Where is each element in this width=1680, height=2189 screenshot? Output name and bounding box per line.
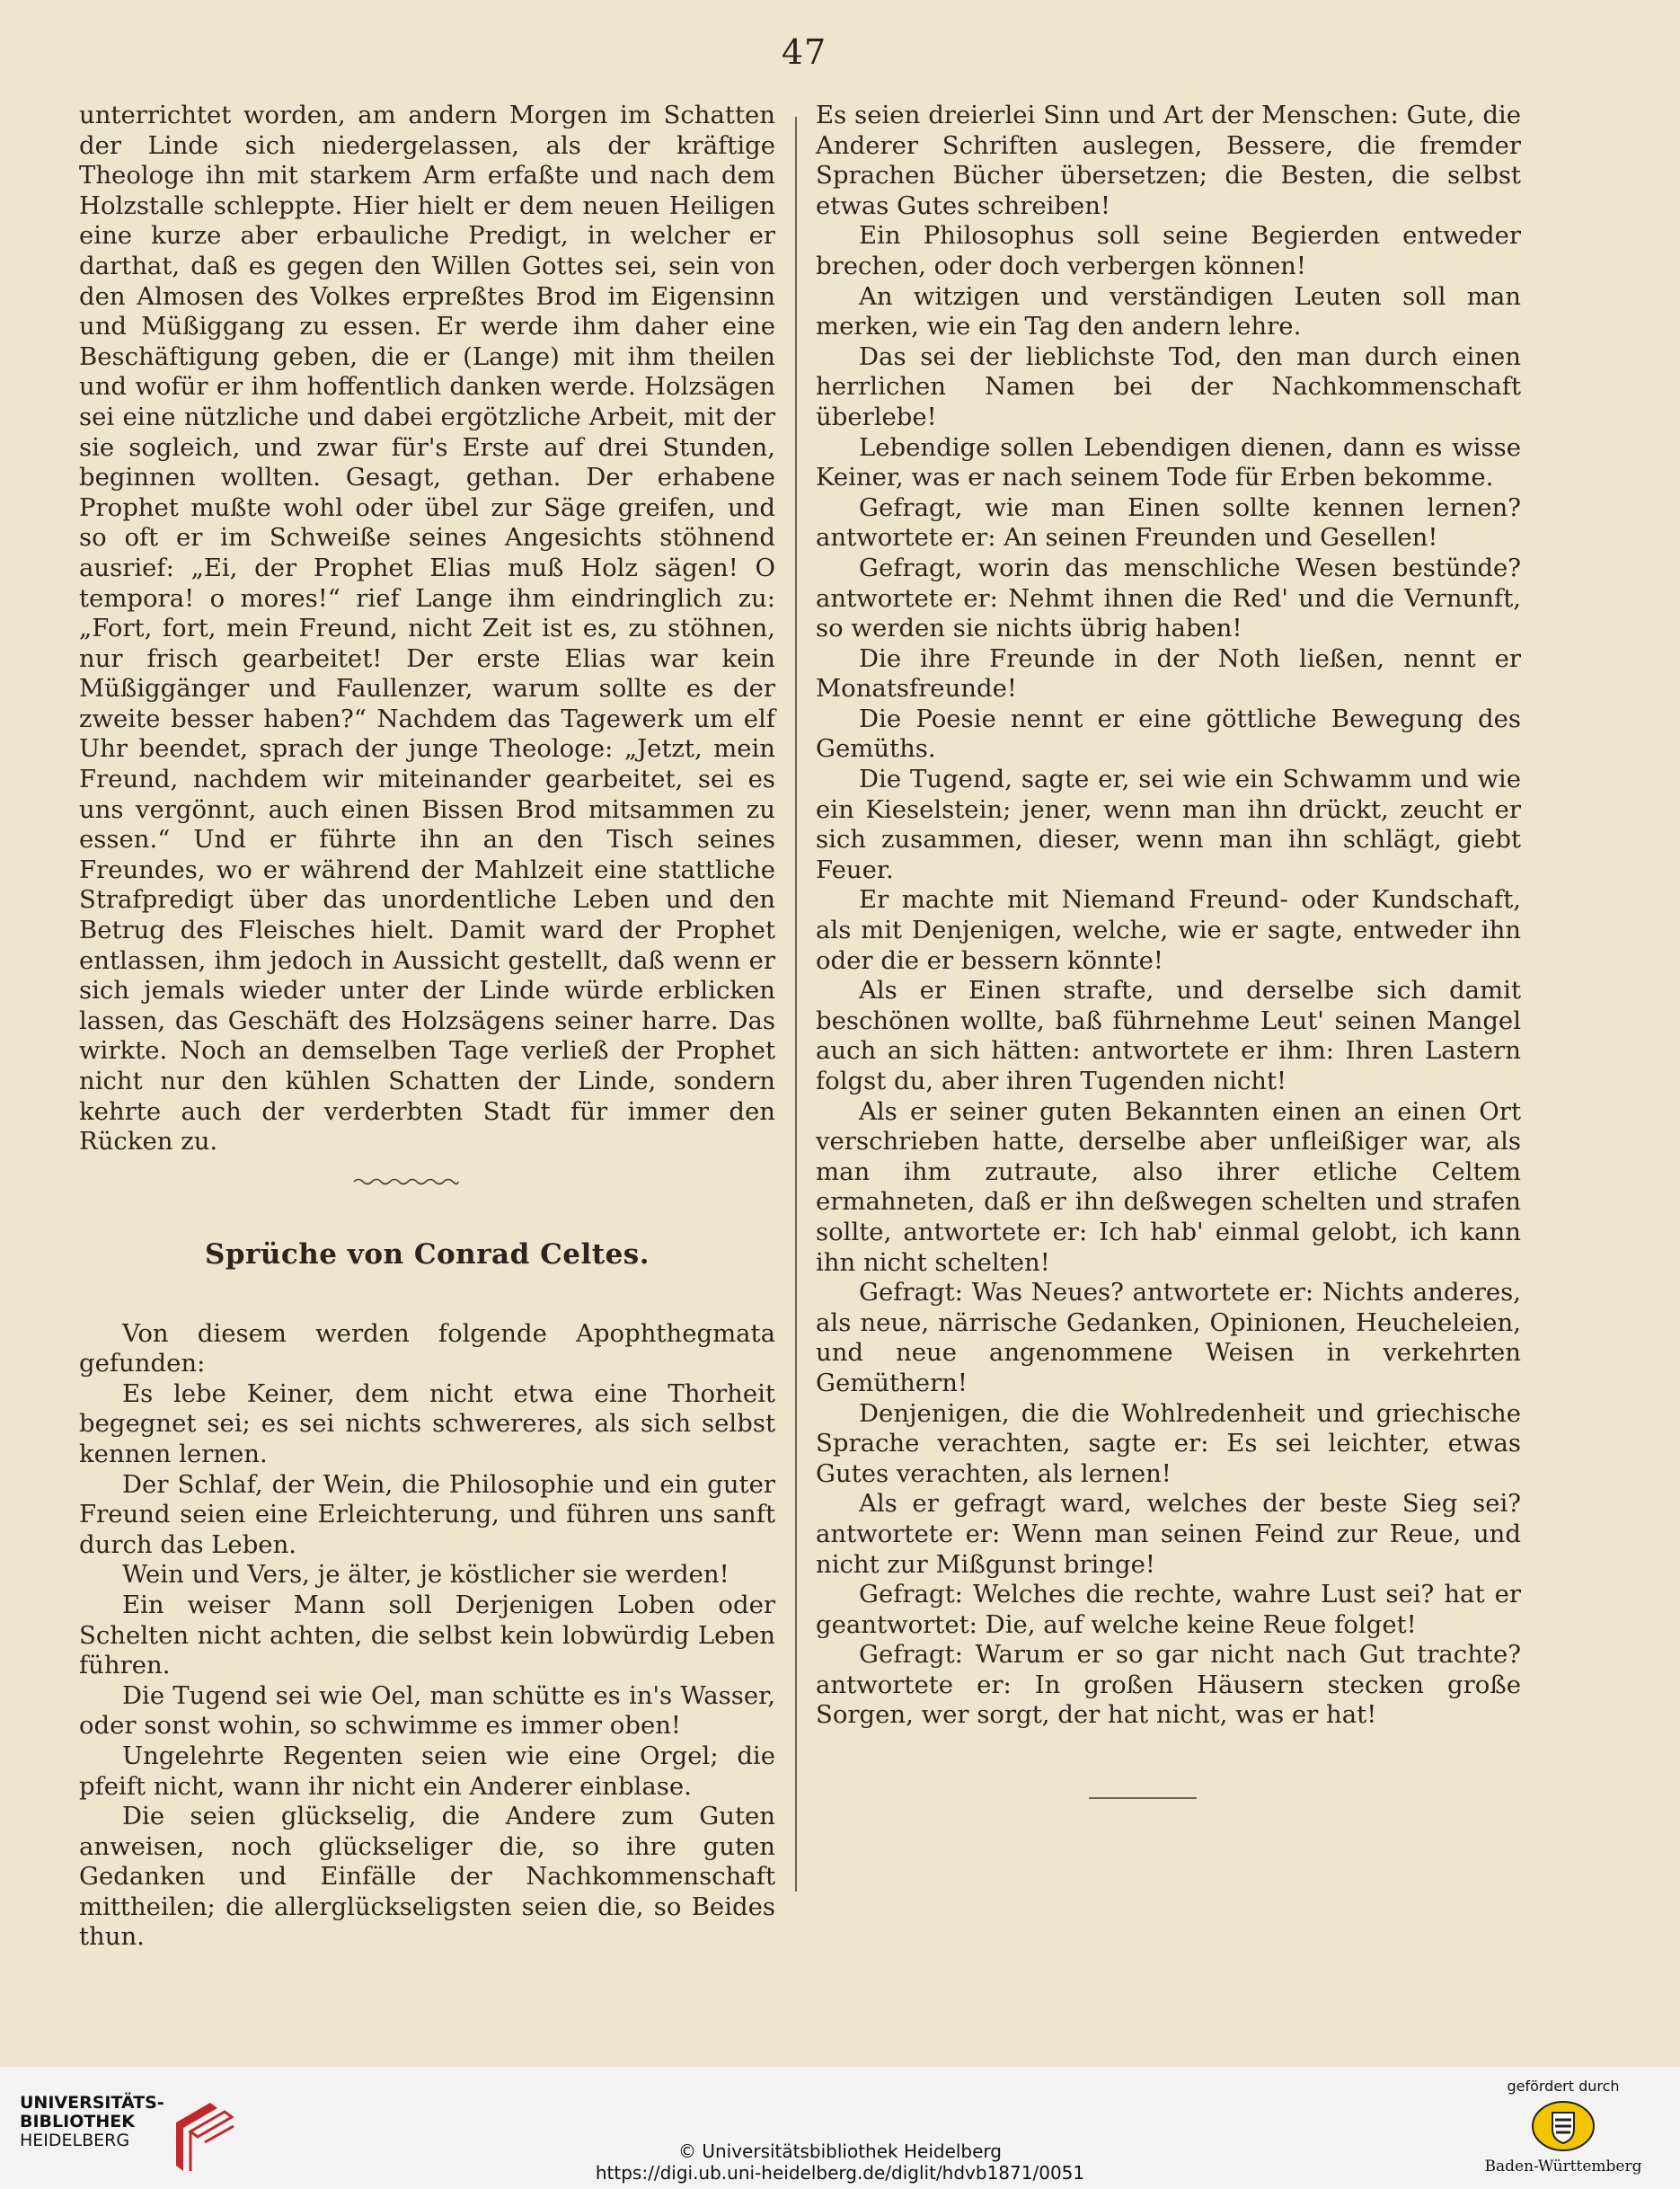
right-paragraph: Ein Philosophus soll seine Begierden entweder brechen, oder doch verbergen können! (816, 221, 1521, 280)
right-paragraph: Die ihre Freunde in der Noth ließen, nennt er Monatsfreunde! (816, 643, 1521, 704)
library-name-line3: HEIDELBERG (20, 2131, 130, 2150)
right-paragraph: Die Tugend, sagte er, sei wie ein Schwamm und wie ein Kieselstein; jener, wenn man ihn drückt, zeucht er sich zusammen, dieser, wenn man ihn schlägt, giebt Feuer. (816, 765, 1521, 884)
copyright-block (0, 2140, 1680, 2184)
right-paragraph: Die Poesie nennt er eine göttliche Bewegung des Gemüths. (816, 704, 1521, 764)
column-divider (795, 117, 797, 1892)
right-paragraph: Als er seiner guten Bekannten einen an einen Ort verschrieben hatte, derselbe aber unfleißiger war, als man ihm zutraute, also ihrer etliche Celtem ermahneten, daß er ihn deßwegen schelten und strafen sollte, antwortete er: Ich hab' einmal gelobt, ich kann ihn nicht schelten! (816, 1096, 1521, 1277)
right-column (816, 101, 1521, 1731)
right-paragraph: Gefragt: Was Neues? antwortete er: Nichts anderes, als neue, närrische Gedanken, Opinionen, Heucheleien, und neue angenommene Weisen in verkehrten Gemüthern! (816, 1278, 1521, 1397)
right-paragraph: Als er gefragt ward, welches der beste Sieg sei? antwortete er: Wenn man seinen Feind zur Reue, und nicht zur Mißgunst bringe! (816, 1489, 1521, 1579)
copyright-text: © Universitätsbibliothek Heidelberg (677, 2140, 1002, 2162)
right-paragraph: Denjenigen, die die Wohlredenheit und griechische Sprache verachten, sagte er: Es sei leichter, etwas Gutes verachten, als lernen! (816, 1398, 1521, 1488)
right-paragraph: Das sei der lieblichste Tod, den man durch einen herrlichen Namen bei der Nachkommenschaft überlebe! (816, 341, 1521, 431)
section-paragraph: Ein weiser Mann soll Derjenigen Loben oder Schelten nicht achten, die selbst kein lobwürdig Leben führen. (79, 1590, 775, 1680)
right-paragraph: Es seien dreierlei Sinn und Art der Menschen: Gute, die Anderer Schriften auslegen, Bessere, die fremder Sprachen Bücher übersetzen; die Besten, die selbst etwas Gutes schreiben! (816, 101, 1521, 220)
right-paragraph: Gefragt: Welches die rechte, wahre Lust sei? hat er geantwortet: Die, auf welche keine Reue folget! (816, 1580, 1521, 1639)
right-paragraph: Als er Einen strafte, und derselbe sich damit beschönen wollte, baß führnehme Leut' seinen Mangel auch an sich hätten: antwortete er ihm: Ihren Lastern folgst du, aber ihren Tugenden nicht! (816, 976, 1521, 1095)
section-paragraph: Ungelehrte Regenten seien wie eine Orgel; die pfeift nicht, wann ihr nicht ein Anderer einblase. (79, 1741, 775, 1801)
permalink[interactable]: https://digi.ub.uni-heidelberg.de/diglit/hdvb1871/0051 (595, 2162, 1085, 2184)
section-paragraph: Es lebe Keiner, dem nicht etwa eine Thorheit begegnet sei; es sei nichts schwereres, als sich selbst kennen lernen. (79, 1378, 775, 1468)
right-paragraph: Gefragt, worin das menschliche Wesen bestünde? antwortete er: Nehmt ihnen die Red' und die Vernunft, so werden sie nichts übrig haben! (816, 553, 1521, 643)
section-paragraph: Der Schlaf, der Wein, die Philosophie und ein guter Freund seien eine Erleichterung, und führen uns sanft durch das Leben. (79, 1469, 775, 1559)
celtes-section (79, 1240, 775, 1953)
funded-by-label: gefördert durch (1507, 2078, 1620, 2095)
left-column (79, 101, 775, 1157)
funder-name: Baden-Württemberg (1484, 2158, 1642, 2176)
library-name-line1: UNIVERSITÄTS- (20, 2093, 164, 2113)
section-paragraph: Wein und Vers, je älter, je köstlicher sie werden! (122, 1560, 729, 1590)
page-number: 47 (781, 32, 827, 72)
section-paragraph: Die seien glückselig, die Andere zum Guten anweisen, noch glückseliger die, so ihre guten Gedanken und Einfälle der Nachkommenschaft mittheilen; die allerglückseligsten seien die, so Beides thun. (79, 1802, 775, 1952)
right-paragraph: An witzigen und verständigen Leuten soll man merken, wie ein Tag den andern lehre. (816, 281, 1521, 341)
wavy-divider-ornament (352, 1175, 460, 1188)
section-title: Sprüche von Conrad Celtes. (204, 1238, 650, 1271)
end-rule (1089, 1797, 1197, 1799)
funder-block[interactable] (1482, 2078, 1644, 2176)
baden-wuerttemberg-coat-of-arms-icon (1529, 2098, 1597, 2154)
left-paragraph: unterrichtet worden, am andern Morgen im Schatten der Linde sich niedergelassen, als der kräftige Theologe ihn mit starkem Arm erfaßte und nach dem Holzstalle schleppte. Hier hielt er dem neuen Heiligen eine kurze aber erbauliche Predigt, in welcher er darthat, daß es gegen den Willen Gottes sei, sein von den Almosen des Volkes erpreßtes Brod im Eigensinn und Müßiggang zu essen. Er werde ihm daher eine Beschäftigung geben, die er (Lange) mit ihm theilen und wofür er ihm hoffentlich danken werde. Holzsägen sei eine nützliche und dabei ergötzliche Arbeit, mit der sie sogleich, und zwar für's Erste auf drei Stunden, beginnen wollten. Gesagt, gethan. Der erhabene Prophet mußte wohl oder übel zur Säge greifen, und so oft er im Schweiße seines Angesichts stöhnend ausrief: „Ei, der Prophet Elias muß Holz sägen! O tempora! o mores!“ rief Lange ihm eindringlich zu: „Fort, fort, mein Freund, nicht Zeit ist es, zu stöhnen, nur frisch gearbeitet! Der erste Elias war kein Müßiggänger und Faullenzer, warum sollte es der zweite besser haben?“ Nachdem das Tagewerk um elf Uhr beendet, sprach der junge Theologe: „Jetzt, mein Freund, nachdem wir miteinander gearbeitet, sei es uns vergönnt, auch einen Bissen Brod mitsammen zu essen.“ Und er führte ihn an den Tisch seines Freundes, wo er während der Mahlzeit eine stattliche Strafpredigt über das unordentliche Leben und den Betrug des Fleisches hielt. Damit ward der Prophet entlassen, ihm jedoch in Aussicht gestellt, daß wenn er sich jemals wieder unter der Linde würde erblicken lassen, das Geschäft des Holzsägens seiner harre. Das wirkte. Noch an demselben Tage verließ der Prophet nicht nur den kühlen Schatten der Linde, sondern kehrte auch der verderbten Stadt für immer den Rücken zu. (79, 101, 775, 1157)
right-paragraph: Lebendige sollen Lebendigen dienen, dann es wisse Keiner, was er nach seinem Tode für Erben bekomme. (816, 432, 1521, 492)
section-paragraph: Von diesem werden folgende Apophthegmata gefunden: (79, 1318, 775, 1378)
library-name-line2: BIBLIOTHEK (20, 2112, 135, 2131)
right-paragraph: Gefragt, wie man Einen sollte kennen lernen? antwortete er: An seinen Freunden und Gesellen! (816, 492, 1521, 553)
footer-bar (0, 2067, 1680, 2189)
right-paragraph: Gefragt: Warum er so gar nicht nach Gut trachte? antwortete er: In großen Häusern stecken große Sorgen, wer sorgt, der hat nicht, was er hat! (816, 1640, 1521, 1730)
section-paragraph: Die Tugend sei wie Oel, man schütte es in's Wasser, oder sonst wohin, so schwimme es immer oben! (79, 1680, 775, 1741)
right-paragraph: Er machte mit Niemand Freund- oder Kundschaft, als mit Denjenigen, welche, wie er sagte, entweder ihn oder die er bessern könnte! (816, 885, 1521, 975)
